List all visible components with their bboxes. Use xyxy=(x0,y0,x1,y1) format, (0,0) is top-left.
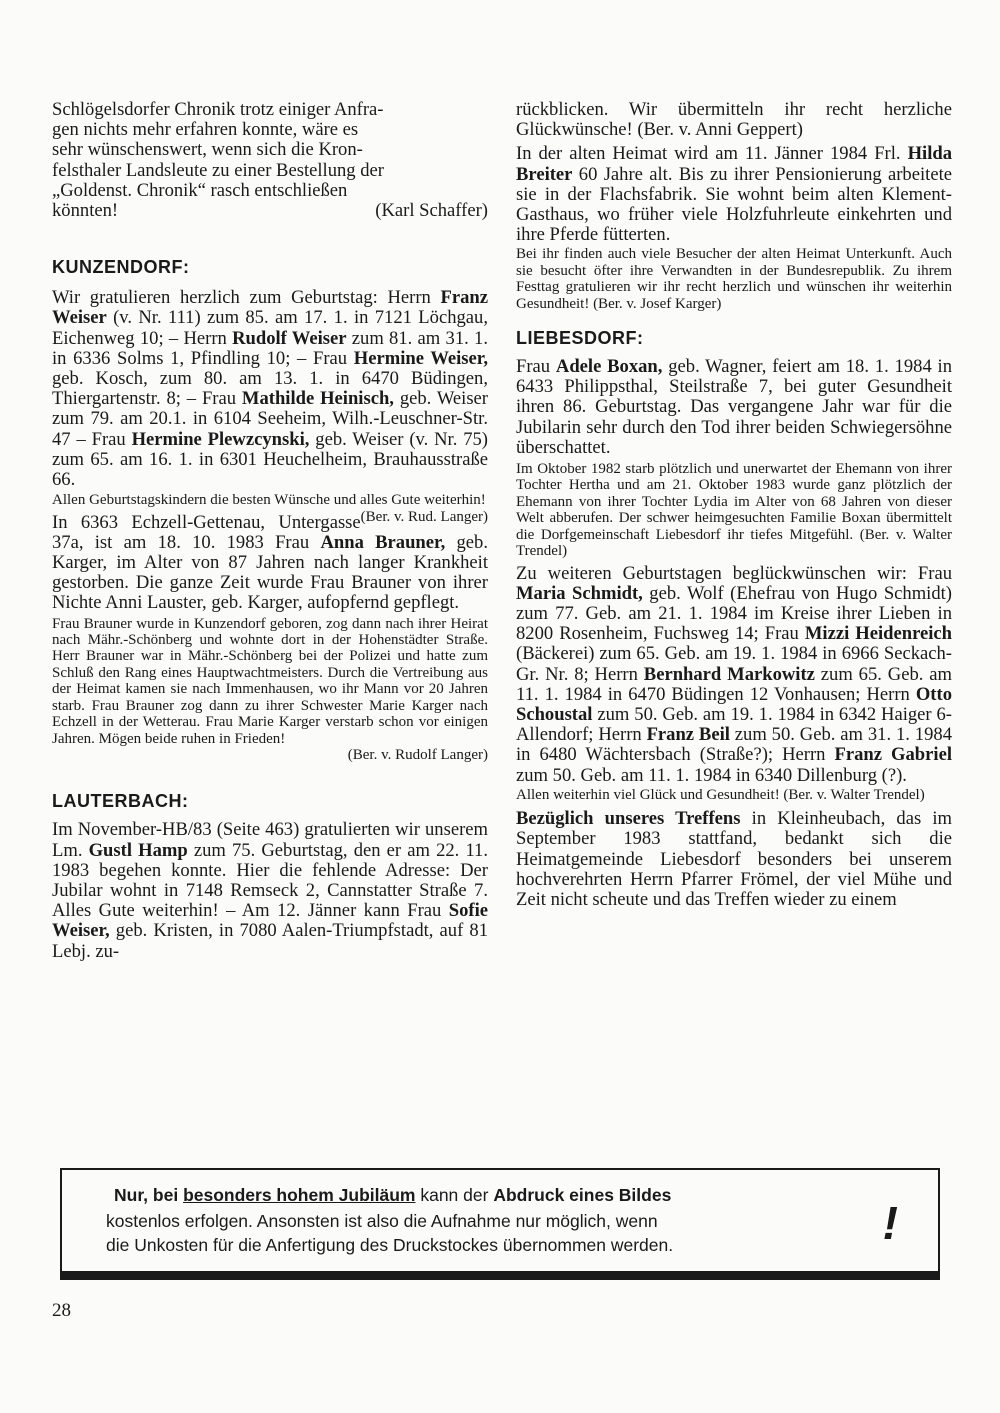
adele-boxan-paragraph: Frau Adele Boxan, geb. Wagner, feiert am 18. 1. 1984 in 6433 Philippsthal, Steilstraße 7, bei guter Gesundheit ihren 86. Geburtstag. Das vergangene Jahr war für die Jubilarin sehr durch den Tod ihrer beiden Schwiegersöhne überschattet. xyxy=(516,356,952,458)
lauterbach-birthdays: Im November-HB/83 (Seite 463) gratulierten wir unserem Lm. Gustl Hamp zum 75. Geburtstag, den er am 22. 11. 1983 begehen konnte. Hier die fehlende Adresse: Der Jubilar wohnt in 7148 Remseck 2, Cannstatter Straße 7. Alles Gute weiterhin! – Am 12. Jänner kann Frau Sofie Weiser, geb. Kristen, in 7080 Aalen-Triumpfstadt, auf 81 Lebj. zu- xyxy=(52,819,488,962)
liebesdorf-birthdays: Zu weiteren Geburtstagen beglückwünschen wir: Frau Maria Schmidt, geb. Wolf (Ehefrau von Hugo Schmidt) zum 77. Geb. am 21. 1. 1984 im Kreise ihrer Lieben in 8200 Rosenheim, Fuchsweg 14; Frau Mizzi Heidenreich (Bäckerei) zum 65. Geb. am 19. 1. 1984 in 6966 Seckach-Gr. Nr. 8; Herrn Bernhard Markowitz zum 65. Geb. am 11. 1. 1984 in 6470 Büdingen 12 Vonhausen; Herrn Otto Schoustal zum 50. Geb. am 19. 1. 1984 in 6342 Haiger 6-Allendorf; Herrn Franz Beil zum 50. Geb. am 31. 1. 1984 in 6480 Wächtersbach (Straße?); Herrn Franz Gabriel zum 50. Geb. am 11. 1. 1984 in 6340 Dillenburg (?). xyxy=(516,562,953,786)
hilda-breiter-paragraph: In der alten Heimat wird am 11. Jänner 1984 Frl. Hilda Breiter 60 Jahre alt. Bis zu ihrer Pensionierung arbeitete sie in der Flachsfabrik. Sie wohnt beim alten Klement-Gasthaus, wo früher viele Holzfuhrleute einkehrten und ihre Pferde fütterten. xyxy=(516,143,952,246)
kunzendorf-obituary: In 6363 Echzell-Gettenau, Untergasse 37a, ist am 18. 10. 1983 Frau Anna Brauner, geb. Karger, im Alter von 87 Jahren nach langer Krankheit gestorben. Die ganze Zeit wurde Frau Brauner von ihrer Nichte Anni Lauster, geb. Karger, aufopfernd gepflegt. xyxy=(52,511,488,614)
notice-line-3: die Unkosten für die Anfertigung des Druckstockes übernommen werden. xyxy=(106,1235,674,1255)
intro-paragraph: Schlögelsdorfer Chronik trotz einiger Anfra- gen nichts mehr erfahren konnte, wäre es sehr wünschenswert, wenn sich die Kron- felsthaler Landsleute zu einer Bestellung der „Goldenst. Chronik“ rasch entschließen könnten! (Karl Schaffer) xyxy=(52,99,488,222)
kunzendorf-wishes-signature: (Ber. v. Rud. Langer) xyxy=(360,508,488,525)
liebesdorf-heading: LIEBESDORF: xyxy=(516,328,644,349)
geppert-continuation: rückblicken. Wir übermitteln ihr recht herzliche Glückwünsche! (Ber. v. Anni Geppert) xyxy=(516,99,952,141)
right-column xyxy=(516,100,952,910)
liebesdorf-wishes: Allen weiterhin viel Glück und Gesundheit! (Ber. v. Walter Trendel) xyxy=(516,786,925,803)
page-number: 28 xyxy=(52,1300,71,1321)
lauterbach-heading: LAUTERBACH: xyxy=(52,791,189,812)
kunzendorf-wishes: Allen Geburtstagskindern die besten Wünsche und alles Gute weiterhin! (Ber. v. Rud. Langer) xyxy=(52,492,488,525)
notice-line-2: kostenlos erfolgen. Ansonsten ist also die Aufnahme nur möglich, wenn xyxy=(106,1211,658,1231)
hilda-breiter-detail: Bei ihr finden auch viele Besucher der alten Heimat Unterkunft. Auch sie besucht öfter ihre Verwandten in der Bundesrepublik. Zu ihrem Festtag gratulieren wir ihr recht herzlich und wünschen ihr weiterhin Gesundheit! (Ber. v. Josef Karger) xyxy=(516,246,952,312)
kunzendorf-obituary-signature: (Ber. v. Rudolf Langer) xyxy=(347,746,488,763)
exclamation-mark: ! xyxy=(882,1197,898,1249)
kunzendorf-obituary-detail: Frau Brauner wurde in Kunzendorf geboren, zog dann nach ihrer Heirat nach Mähr.-Schönberg und wohnte dort in der Hohenstädter Straße. Herr Brauner war in Mähr.-Schönberg bei der Polizei und hatte zum Schluß den Rang eines Hauptwachtmeisters. Durch die Vertreibung aus der Heimat kamen sie nach Immenhausen, wo ihr Mann vor 20 Jahren starb. Frau Brauner zog dann zu ihrer Schwester Marie Karger nach Echzell in der Wetterau. Frau Marie Karger verstarb schon vor einigen Jahren. Mögen beide ruhen in Frieden! xyxy=(52,615,488,747)
notice-line-1: Nur, bei besonders hohem Jubiläum kann der Abdruck eines Bildes xyxy=(114,1185,672,1205)
treffen-paragraph: Bezüglich unseres Treffens in Kleinheubach, das im September 1983 stattfand, bedankt sich die Heimatgemeinde Liebesdorf besonders bei unserem hochverehrten Herrn Pfarrer Frömel, der viel Mühe und Zeit nicht scheute und das Treffen wieder zu einem xyxy=(516,808,952,910)
notice-box xyxy=(60,1168,940,1280)
boxan-family-detail: Im Oktober 1982 starb plötzlich und unerwartet der Ehemann von ihrer Tochter Hertha und am 21. Oktober 1983 wurde ganz plötzlich der Ehemann von ihrer Tochter Lydia im Alter von 68 Jahren von dieser Welt abberufen. Der schwer heimgesuchten Familie Boxan übermittelt die Dorfgemeinschaft Liebesdorf ihr tiefes Mitgefühl. (Ber. v. Walter Trendel) xyxy=(516,461,952,560)
kunzendorf-heading: KUNZENDORF: xyxy=(52,257,190,278)
left-column xyxy=(52,100,488,962)
intro-signature: (Karl Schaffer) xyxy=(375,200,488,222)
kunzendorf-birthdays: Wir gratulieren herzlich zum Geburtstag: Herrn Franz Weiser (v. Nr. 111) zum 85. am 17. 1. in 7121 Löchgau, Eichenweg 10; – Herrn Rudolf Weiser zum 81. am 31. 1. in 6336 Solms 1, Pfindling 10; – Frau Hermine Weiser, geb. Kosch, zum 80. am 13. 1. in 6470 Büdingen, Thiergartenstr. 8; – Frau Mathilde Heinisch, geb. Weiser zum 79. am 20.1. in 6104 Seeheim, Wilh.-Leuschner-Str. 47 – Frau Hermine Plewzcynski, geb. Weiser (v. Nr. 75) zum 65. am 16. 1. in 6301 Heuchelheim, Brauhausstraße 66. xyxy=(52,287,489,491)
